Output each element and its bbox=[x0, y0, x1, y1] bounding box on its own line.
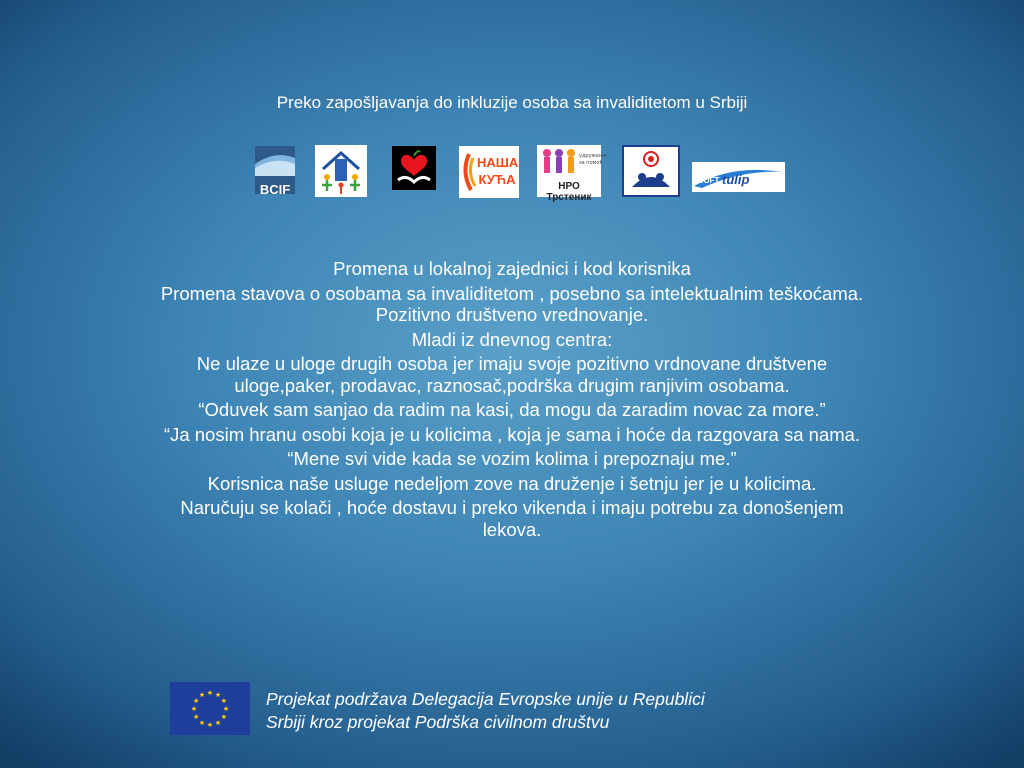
eu-star-icon: ★ bbox=[222, 705, 230, 713]
footer-line-2: Srbiji kroz projekat Podrška civilnom društvu bbox=[266, 712, 610, 732]
family-logo bbox=[315, 145, 367, 197]
family-house-icon bbox=[315, 145, 367, 197]
body-paragraph: “Ja nosim hranu osobi koja je u kolicima , koja je sama i hoće da razgovara sa nama. bbox=[163, 423, 861, 445]
footer-line-1: Projekat podržava Delegacija Evropske unije u Republici bbox=[266, 689, 705, 709]
body-paragraph: “Oduvek sam sanjao da radim na kasi, da mogu da zaradim novac za more.” bbox=[198, 399, 826, 420]
nro-trstenik-label: НРО Трстеник bbox=[546, 181, 592, 203]
heart-hands-logo bbox=[392, 146, 436, 190]
body-paragraph: Promena u lokalnoj zajednici i kod korisnika bbox=[333, 258, 691, 279]
body-paragraph: Ne ulaze u uloge drugih osoba jer imaju svoje pozitivno vrdnovane društvene uloge,paker, prodavac, raznosač,podrška drugim ranjivim osobama. bbox=[196, 353, 828, 396]
partner-logos-row bbox=[0, 0, 1024, 240]
circle-emblem-logo bbox=[622, 145, 680, 197]
eu-star-icon: ★ bbox=[198, 691, 206, 700]
slide-body bbox=[160, 258, 864, 543]
nro-trstenik-logo bbox=[537, 145, 607, 203]
eu-star-icon: ★ bbox=[214, 691, 222, 700]
eu-star-icon: ★ bbox=[214, 718, 222, 727]
body-paragraph: Naručuju se kolači , hoće dostavu i preko vikenda i imaju potrebu za donošenjem lekova. bbox=[180, 497, 844, 540]
eu-star-icon: ★ bbox=[190, 705, 198, 713]
eu-flag-icon bbox=[170, 682, 250, 735]
eu-support-note bbox=[266, 688, 826, 734]
eu-star-icon: ★ bbox=[220, 697, 228, 705]
eu-star-icon: ★ bbox=[220, 713, 228, 721]
soft-tulip-logo bbox=[692, 162, 785, 192]
nasa-kuca-label: НАША КУЋА bbox=[477, 155, 519, 187]
body-paragraph: “Mene svi vide kada se vozim kolima i prepoznaju me.” bbox=[287, 448, 737, 469]
emblem-icon bbox=[624, 147, 678, 195]
soft-label: SOFT bbox=[698, 176, 720, 185]
eu-star-icon: ★ bbox=[192, 713, 200, 721]
eu-stars-graphic bbox=[170, 682, 250, 735]
svg-text:за помоћ: за помоћ bbox=[579, 160, 603, 166]
heart-icon bbox=[392, 146, 436, 190]
bcif-logo bbox=[255, 146, 295, 197]
slide-title: Preko zapošljavanja do inkluzije osoba sa invaliditetom u Srbiji bbox=[276, 93, 748, 112]
nasa-kuca-logo bbox=[459, 146, 519, 198]
body-paragraph: Korisnica naše usluge nedeljom zove na druženje i šetnju jer je u kolicima. bbox=[207, 472, 817, 494]
people-group-icon bbox=[537, 145, 607, 181]
eu-star-icon: ★ bbox=[192, 697, 200, 705]
body-paragraph: Promena stavova o osobama sa invaliditetom , posebno sa intelektualnim teškoćama. Pozitivno društveno vrednovanje. bbox=[160, 282, 864, 325]
svg-text:удружење: удружење bbox=[579, 153, 607, 159]
eu-star-icon: ★ bbox=[198, 718, 206, 727]
eu-star-icon: ★ bbox=[206, 689, 214, 697]
tulip-label: tulip bbox=[722, 172, 750, 187]
bcif-label: BCIF bbox=[259, 182, 291, 197]
eu-star-icon: ★ bbox=[206, 721, 214, 729]
body-paragraph: Mladi iz dnevnog centra: bbox=[411, 328, 613, 350]
bcif-graphic bbox=[255, 146, 295, 176]
